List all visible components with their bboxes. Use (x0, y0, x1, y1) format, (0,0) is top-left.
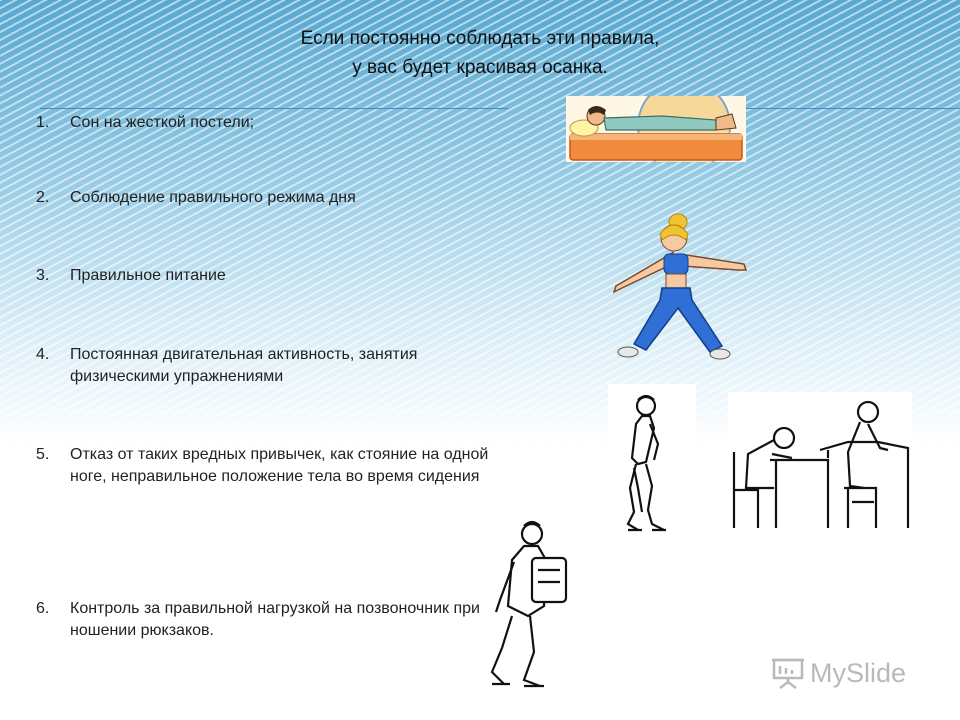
rule-text: Сон на жесткой постели; (70, 114, 255, 131)
backpack-walker-illustration (488, 512, 576, 696)
slide-title (180, 24, 780, 82)
rule-item-4 (36, 344, 506, 388)
sleeping-person-icon (566, 96, 746, 162)
exercising-girl-icon (612, 208, 748, 362)
rule-number: 1. (36, 114, 50, 131)
standing-man-icon (608, 384, 696, 544)
title-divider-right (745, 108, 960, 109)
title-line-2: у вас будет красивая осанка. (352, 57, 608, 78)
rule-text: Контроль за правильной нагрузкой на позвоночник при ношении рюкзаков. (70, 600, 480, 639)
rule-item-3 (36, 265, 506, 287)
sitting-pupils-icon (728, 392, 912, 528)
rule-text: Отказ от таких вредных привычек, как стояние на одной ноге, неправильное положение тела во время сидения (70, 446, 489, 485)
watermark-logo (770, 656, 906, 690)
rule-item-2 (36, 187, 506, 209)
sleeping-illustration (566, 96, 746, 162)
backpack-walker-icon (488, 512, 576, 696)
title-line-1: Если постоянно соблюдать эти правила, (300, 28, 660, 49)
rule-number: 5. (36, 446, 50, 463)
exercising-girl-illustration (612, 208, 748, 362)
rule-item-6 (36, 598, 506, 642)
rule-text: Соблюдение правильного режима дня (70, 189, 356, 206)
rule-number: 4. (36, 346, 50, 363)
title-divider (40, 108, 508, 109)
rule-text: Правильное питание (70, 267, 226, 284)
rule-number: 6. (36, 600, 50, 617)
rule-number: 2. (36, 189, 50, 206)
rule-text: Постоянная двигательная активность, занятия физическими упражнениями (70, 346, 418, 385)
rule-item-5 (36, 444, 506, 488)
sitting-at-desk-illustration (728, 392, 912, 528)
rule-number: 3. (36, 267, 50, 284)
standing-posture-illustration (608, 384, 696, 544)
rule-item-1 (36, 112, 506, 134)
watermark-text: MySlide (810, 657, 907, 688)
presentation-board-icon (770, 656, 806, 690)
